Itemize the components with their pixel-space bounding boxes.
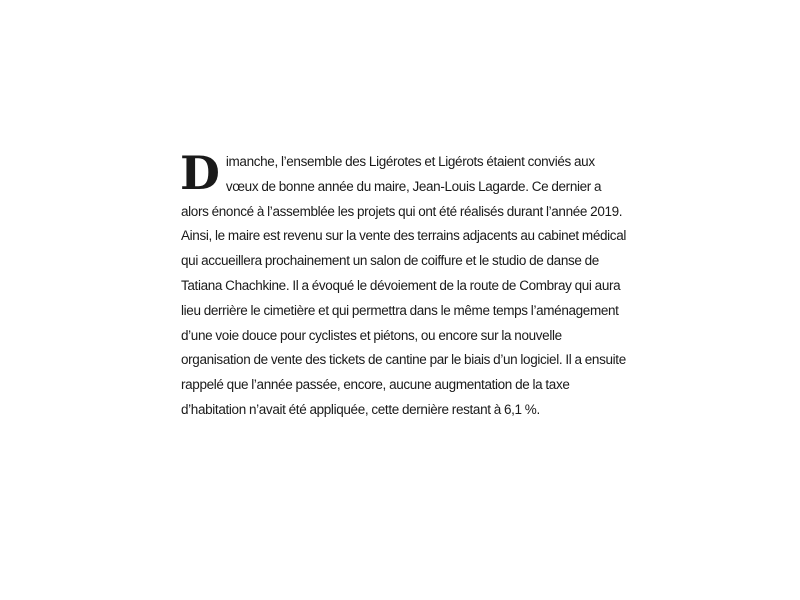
article-body: imanche, l’ensemble des Ligérotes et Ligérots étaient conviés aux vœux de bonne année du maire, Jean-Louis Lagarde. Ce dernier a alors énoncé à l’assemblée les projets qui ont été réalisés durant l’année 2019. Ainsi, le maire est revenu sur la vente des terrains adjacents au cabinet médical qui accueillera prochainement un salon de coiffure et le studio de danse de Tatiana Chachkine. Il a évoqué le dévoiement de la route de Combray qui aura lieu derrière le cimetière et qui permettra dans le même temps l’aménagement d’une voie douce pour cyclistes et piétons, ou encore sur la nouvelle organisation de vente des tickets de cantine par le biais d’un logiciel. Il a ensuite rappelé que l’année passée, encore, aucune augmentation de la taxe d’habitation n’avait été appliquée, cette dernière restant à 6,1 %. [181,154,626,417]
article-text-block [180,146,626,423]
drop-cap: D [180,146,220,200]
article-paragraph [180,146,626,423]
